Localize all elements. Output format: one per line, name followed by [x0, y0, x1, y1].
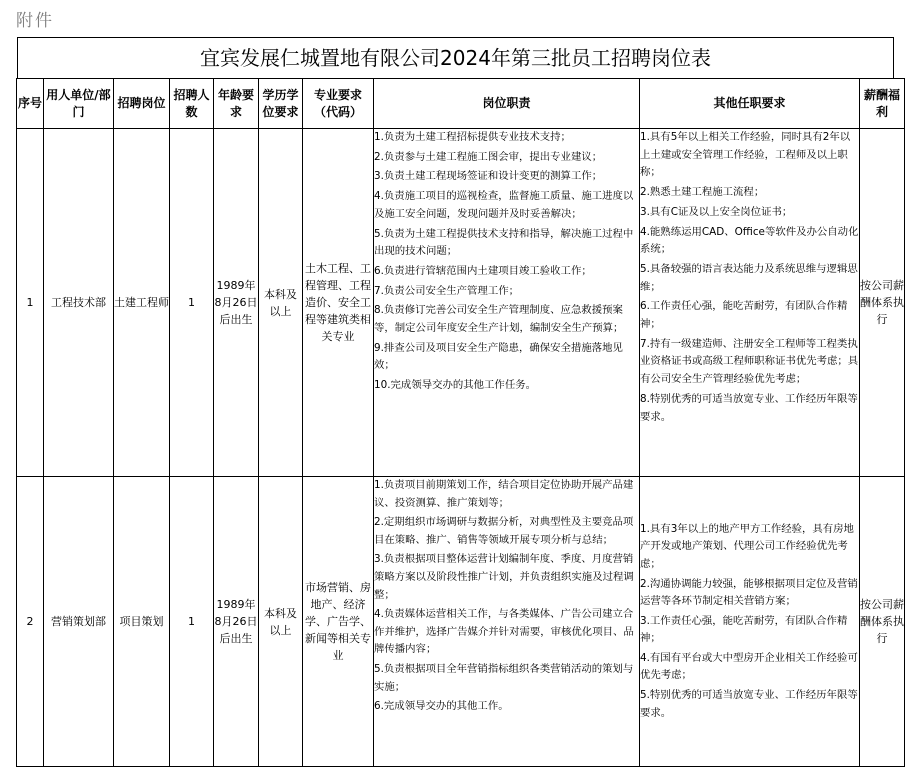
- cell-seq: 1: [17, 129, 44, 477]
- cell-dept: 营销策划部: [44, 477, 114, 767]
- duty-item: 3.负责根据项目整体运营计划编制年度、季度、月度营销策略方案以及阶段性推广计划，并负责组织实施及过程调整；: [374, 553, 634, 601]
- cell-duties: [374, 129, 640, 477]
- requirement-item: 5.具备较强的语言表达能力及系统思维与逻辑思维；: [640, 262, 858, 293]
- header-salary: 薪酬福利: [860, 79, 905, 129]
- header-duties: 岗位职责: [374, 79, 640, 129]
- requirement-item: 7.持有一级建造师、注册安全工程师等工程类执业资格证书或高级工程师职称证书优先考虑；具有公司安全生产管理经验优先考虑；: [640, 337, 859, 386]
- cell-other: [640, 477, 860, 767]
- duty-item: 4.负责施工项目的巡视检查，监督施工质量、施工进度以及施工安全问题，发现问题并及时妥善解决；: [374, 190, 634, 220]
- cell-education: 本科及以上: [259, 477, 303, 767]
- header-age: 年龄要求: [214, 79, 259, 129]
- table-title: 宜宾发展仁城置地有限公司2024年第三批员工招聘岗位表: [17, 37, 894, 78]
- duty-item: 2.定期组织市场调研与数据分析，对典型性及主要竞品项目在策略、推广、销售等领域开展专项分析与总结；: [374, 516, 634, 546]
- requirement-item: 1.具有3年以上的地产甲方工作经验，具有房地产开发或地产策划、代理公司工作经验优先考虑；: [640, 522, 854, 570]
- duty-item: 3.负责土建工程现场签证和设计变更的测算工作；: [374, 170, 603, 183]
- duty-item: 2.负责参与土建工程施工图会审，提出专业建议；: [374, 150, 603, 163]
- recruitment-table: [16, 78, 905, 767]
- requirement-item: 3.具有C证及以上安全岗位证书；: [640, 205, 793, 218]
- header-other: 其他任职要求: [640, 79, 860, 129]
- cell-age: 1989年8月26日后出生: [214, 477, 259, 767]
- cell-position: 项目策划: [114, 477, 170, 767]
- header-row: [17, 79, 905, 129]
- duty-item: 9.排查公司及项目安全生产隐患，确保安全措施落地见效；: [374, 341, 623, 372]
- duty-item: 4.负责媒体运营相关工作，与各类媒体、广告公司建立合作并维护，选择广告媒介并针对需要，审核优化项目、品牌传播内容；: [374, 608, 634, 656]
- duty-item: 10.完成领导交办的其他工作任务。: [374, 379, 536, 392]
- requirement-item: 4.有国有平台或大中型房开企业相关工作经验可优先考虑；: [640, 651, 858, 682]
- requirement-item: 3.工作责任心强，能吃苦耐劳，有团队合作精神；: [640, 614, 848, 645]
- requirement-item: 6.工作责任心强，能吃苦耐劳，有团队合作精神；: [640, 300, 848, 331]
- duty-item: 5.负责为土建工程提供技术支持和指导，解决施工过程中出现的技术问题；: [374, 227, 634, 258]
- requirement-item: 2.熟悉土建工程施工流程；: [640, 186, 765, 199]
- cell-major: 土木工程、工程管理、工程造价、安全工程等建筑类相关专业: [303, 129, 374, 477]
- cell-major: 市场营销、房地产、经济学、广告学、新闻等相关专业: [303, 477, 374, 767]
- duty-item: 5.负责根据项目全年营销指标组织各类营销活动的策划与实施；: [374, 662, 634, 693]
- cell-salary: 按公司薪酬体系执行: [860, 477, 905, 767]
- header-education: 学历学位要求: [259, 79, 303, 129]
- duty-item: 1.负责为土建工程招标提供专业技术支持；: [374, 131, 571, 143]
- duty-item: 8.负责修订完善公司安全生产管理制度、应急救援预案等，制定公司年度安全生产计划，编制安全生产预算；: [374, 304, 624, 335]
- header-dept: 用人单位/部门: [44, 79, 114, 129]
- duty-item: 1.负责项目前期策划工作，结合项目定位协助开展产品建议、投资测算、推广策划等；: [374, 479, 634, 509]
- header-major: 专业要求（代码）: [303, 79, 374, 129]
- cell-age: 1989年8月26日后出生: [214, 129, 259, 477]
- cell-position: 土建工程师: [114, 129, 170, 477]
- attachment-label: 附件: [16, 11, 54, 31]
- duty-item: 7.负责公司安全生产管理工作；: [374, 284, 519, 297]
- cell-count: 1: [170, 129, 214, 477]
- header-position: 招聘岗位: [114, 79, 170, 129]
- header-seq: 序号: [17, 79, 44, 129]
- cell-salary: 按公司薪酬体系执行: [860, 129, 905, 477]
- requirement-item: 4.能熟练运用CAD、Office等软件及办公自动化系统；: [640, 225, 859, 256]
- table-row: [17, 129, 905, 477]
- requirement-item: 8.特别优秀的可适当放宽专业、工作经历年限等要求。: [640, 392, 858, 423]
- table-row: [17, 477, 905, 767]
- duty-item: 6.完成领导交办的其他工作。: [374, 700, 509, 713]
- cell-other: [640, 129, 860, 477]
- cell-seq: 2: [17, 477, 44, 767]
- cell-dept: 工程技术部: [44, 129, 114, 477]
- cell-count: 1: [170, 477, 214, 767]
- cell-education: 本科及以上: [259, 129, 303, 477]
- requirement-item: 5.特别优秀的可适当放宽专业、工作经历年限等要求。: [640, 689, 858, 719]
- requirement-item: 2.沟通协调能力较强，能够根据项目定位及营销运营等各环节制定相关营销方案；: [640, 577, 858, 608]
- requirement-item: 1.具有5年以上相关工作经验，同时具有2年以上土建或安全管理工作经验，工程师及以上职称；: [640, 131, 851, 179]
- duty-item: 6.负责进行管辖范围内土建项目竣工验收工作；: [374, 264, 592, 277]
- cell-duties: [374, 477, 640, 767]
- header-count: 招聘人数: [170, 79, 214, 129]
